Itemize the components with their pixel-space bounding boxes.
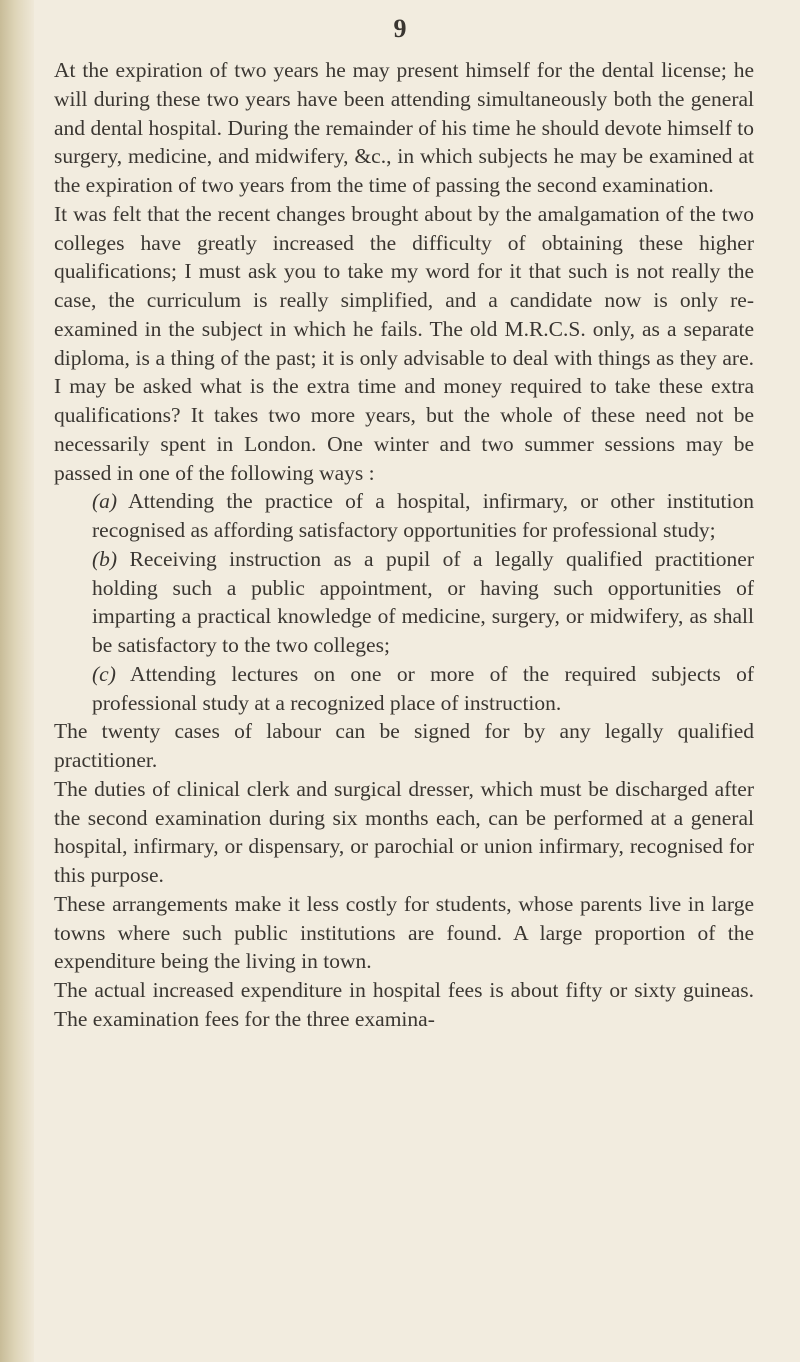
body-text (54, 56, 754, 1034)
list-item-a (54, 487, 754, 545)
paragraph-arrangements: These arrangements make it less costly for students, whose parents live in large towns where such public institutions are found. A large proportion of the expenditure being the living in town. (54, 891, 754, 974)
list-text-a: Attending the practice of a hospital, infirmary, or other institution recognised as affording satisfactory opportunities for professional study; (92, 489, 754, 542)
page-edge-shadow (0, 0, 34, 1362)
list-item-b (54, 545, 754, 660)
list-text-c: Attending lectures on one or more of the required subjects of professional study at a recognized place of instruction. (92, 661, 754, 715)
paragraph-labour-cases: The twenty cases of labour can be signed for by any legally qualified practitioner. (54, 719, 754, 772)
list-marker-b: (b) (92, 546, 118, 571)
list-text-b: Receiving instruction as a pupil of a legally qualified practitioner holding such a public appointment, or having such opportunities of imparting a practical knowledge of medicine, surgery, or midwifery, as shall be satisfactory to the two colleges; (92, 546, 754, 657)
list-item-c (54, 660, 754, 718)
page-number: 9 (393, 14, 407, 43)
list-marker-c: (c) (92, 661, 116, 686)
paragraph-expenditure: The actual increased expenditure in hospital fees is about fifty or sixty guineas. The examination fees for the three examina- (54, 978, 754, 1031)
paragraph-amalgamation: It was felt that the recent changes brought about by the amalgamation of the two colleges have greatly increased the difficulty of obtaining these higher qualifications; I must ask you to take my word for it that such is not really the case, the curriculum is really simplified, and a candidate now is only re-examined in the subject in which he fails. The old M.R.C.S. only, as a separate diploma, is a thing of the past; it is only advisable to deal with things as they are. I may be asked what is the extra time and money required to take these extra qualifications? It takes two more years, but the whole of these need not be necessarily spent in London. One winter and two summer sessions may be passed in one of the following ways : (54, 201, 754, 485)
paragraph-dental-license: At the expiration of two years he may present himself for the dental license; he will during these two years have been attending simultaneously both the general and dental hospital. During the remainder of his time he should devote himself to surgery, medicine, and midwifery, &c., in which subjects he may be examined at the expiration of two years from the time of passing the second examination. (54, 58, 754, 197)
paragraph-clinical-duties: The duties of clinical clerk and surgical dresser, which must be discharged after the second examination during six months each, can be performed at a general hospital, infirmary, or dispensary, or parochial or union infirmary, recognised for this purpose. (54, 776, 754, 887)
list-marker-a: (a) (92, 489, 118, 514)
